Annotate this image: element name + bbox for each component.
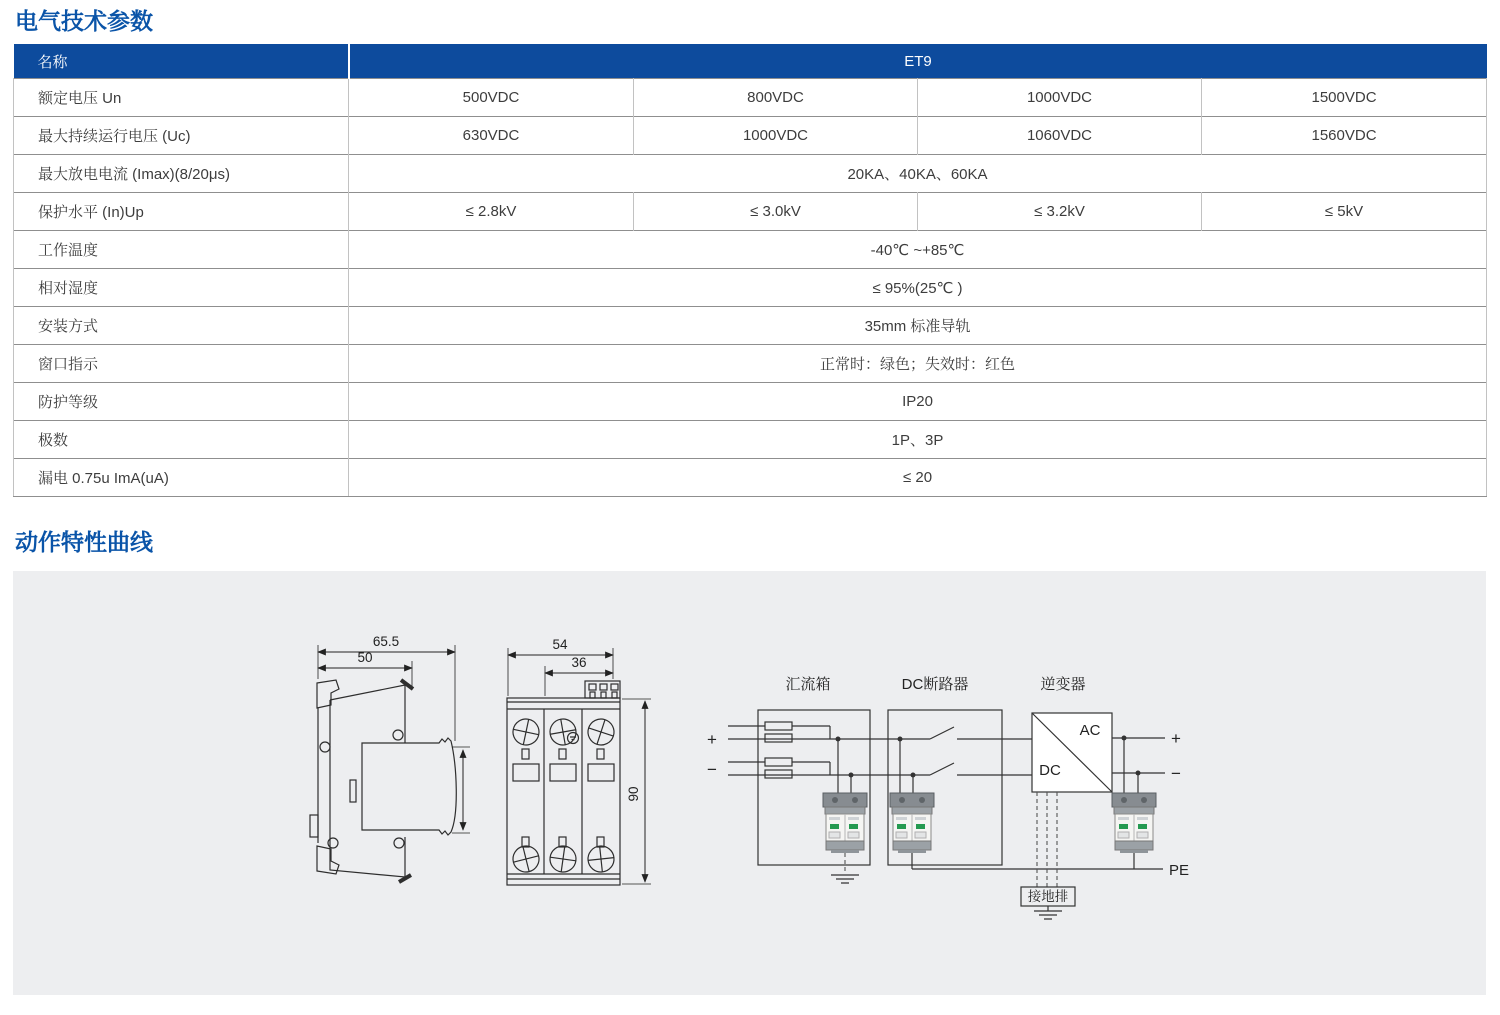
table-row [14, 117, 1487, 155]
spec-label-cell: 窗口指示 [14, 345, 349, 383]
earth-mark [568, 733, 579, 744]
plus-input-label: + [707, 730, 717, 749]
indicator-window [588, 764, 614, 781]
side-view-drawing [310, 634, 470, 882]
spec-label-cell: 最大放电电流 (Imax)(8/20μs) [14, 155, 349, 193]
spec-label-cell: 额定电压 Un [14, 79, 349, 117]
table-row [14, 345, 1487, 383]
spec-header-row [14, 44, 1487, 79]
table-row [14, 79, 1487, 117]
spec-value-cell: 1000VDC [918, 79, 1202, 117]
spec-value-cell: ≤ 3.2kV [918, 193, 1202, 231]
minus-input-label: − [707, 760, 717, 779]
front-height-dim: 90 [626, 786, 641, 802]
table-row [14, 307, 1487, 345]
spec-value-cell: ≤ 3.0kV [634, 193, 918, 231]
spec-merged-value-cell: 正常时：绿色；失效时：红色 [349, 345, 1487, 383]
table-row [14, 269, 1487, 307]
plus-output-label: + [1171, 729, 1181, 748]
technical-drawings [13, 571, 1486, 995]
indicator-window [513, 764, 539, 781]
spec-label-cell: 防护等级 [14, 383, 349, 421]
table-row [14, 459, 1487, 497]
spec-header-name: 名称 [14, 44, 349, 79]
spec-value-cell: 1500VDC [1202, 79, 1487, 117]
dc-breaker-label: DC断路器 [901, 676, 969, 693]
ground-bar-label: 接地排 [1027, 889, 1069, 904]
spec-label-cell: 极数 [14, 421, 349, 459]
ground-symbol [1034, 906, 1062, 919]
spec-value-cell: ≤ 5kV [1202, 193, 1487, 231]
table-row [14, 231, 1487, 269]
circuit-diagram [707, 676, 1189, 919]
table-row [14, 193, 1487, 231]
ac-label: AC [1079, 722, 1101, 739]
din-clip-bottom [317, 846, 339, 874]
spec-value-cell: 630VDC [349, 117, 634, 155]
spec-value-cell: 1560VDC [1202, 117, 1487, 155]
spec-value-cell: 800VDC [634, 79, 918, 117]
side-width-outer-dim: 65.5 [372, 634, 400, 649]
spec-value-cell: 500VDC [349, 79, 634, 117]
table-row [14, 155, 1487, 193]
spec-merged-value-cell: 1P、3P [349, 421, 1487, 459]
pe-label: PE [1169, 862, 1190, 879]
section-title-electrical: 电气技术参数 [15, 8, 153, 34]
front-width-outer-dim: 54 [552, 637, 568, 652]
spec-table [13, 44, 1487, 497]
front-width-inner-dim: 36 [571, 655, 587, 670]
spec-value-cell: 1060VDC [918, 117, 1202, 155]
spec-value-cell: 1000VDC [634, 117, 918, 155]
spec-merged-value-cell: ≤ 95%(25℃ ) [349, 269, 1487, 307]
spec-label-cell: 工作温度 [14, 231, 349, 269]
drawings-panel [13, 571, 1486, 995]
fuse [765, 734, 792, 742]
spd-device-breaker [890, 793, 934, 853]
front-view-drawing [507, 637, 651, 885]
ground-symbol [831, 875, 859, 883]
table-row [14, 383, 1487, 421]
section-title-curve: 动作特性曲线 [15, 529, 153, 555]
spec-label-cell: 安装方式 [14, 307, 349, 345]
spec-merged-value-cell: -40℃ ~+85℃ [349, 231, 1487, 269]
spec-label-cell: 最大持续运行电压 (Uc) [14, 117, 349, 155]
fuse [765, 758, 792, 766]
fuse [765, 770, 792, 778]
minus-output-label: − [1171, 764, 1181, 783]
spd-device-combiner [823, 793, 867, 853]
dc-label: DC [1039, 762, 1061, 779]
din-clip-top [317, 680, 339, 708]
fuse [765, 722, 792, 730]
spec-merged-value-cell: IP20 [349, 383, 1487, 421]
spec-merged-value-cell: 20KA、40KA、60KA [349, 155, 1487, 193]
spec-merged-value-cell: ≤ 20 [349, 459, 1487, 497]
spec-value-cell: ≤ 2.8kV [349, 193, 634, 231]
combiner-box-label: 汇流箱 [785, 676, 831, 693]
plug-module [362, 738, 456, 835]
spd-device-output [1112, 793, 1156, 853]
spec-header-model: ET9 [349, 44, 1487, 79]
indicator-window [550, 764, 576, 781]
inverter-label: 逆变器 [1040, 676, 1086, 693]
spec-label-cell: 保护水平 (In)Up [14, 193, 349, 231]
spec-label-cell: 漏电 0.75u ImA(uA) [14, 459, 349, 497]
table-row [14, 421, 1487, 459]
spec-label-cell: 相对湿度 [14, 269, 349, 307]
side-width-inner-dim: 50 [357, 650, 373, 665]
spec-merged-value-cell: 35mm 标准导轨 [349, 307, 1487, 345]
